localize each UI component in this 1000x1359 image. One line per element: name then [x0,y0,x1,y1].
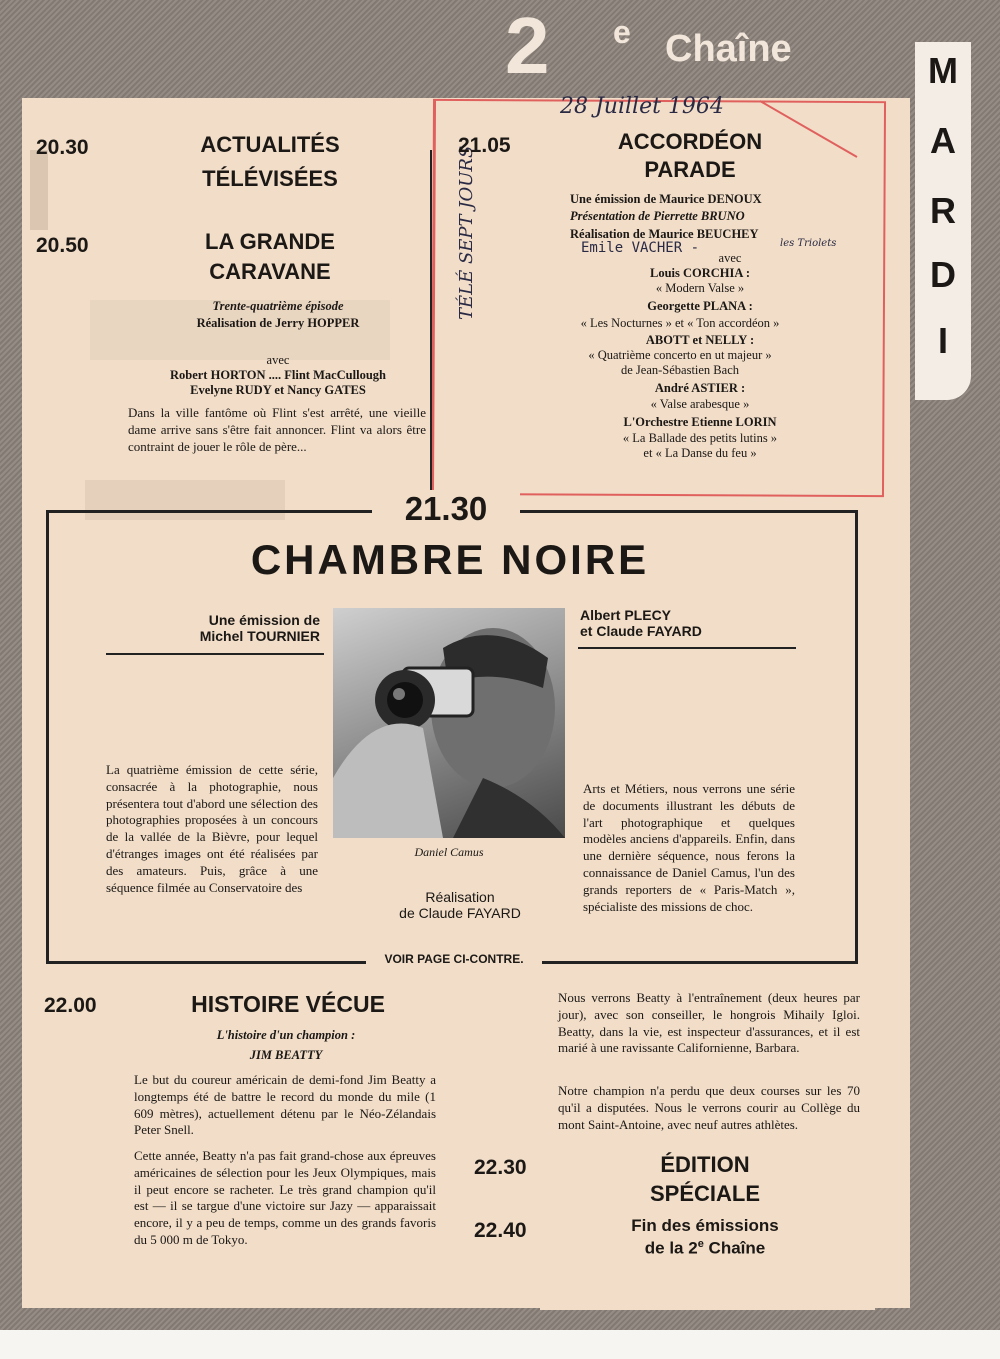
time-2230: 22.30 [474,1156,527,1179]
chambre-noire-title: CHAMBRE NOIRE [250,536,650,583]
text-2200-2: Cette année, Beatty n'a pas fait grand-chose aux épreuves américaines de sélection pour les Jeux Olympiques, mais il peut encore se racheter. Le très grand champion qu'il est — il se targue d'une victoire sur Jazy — apparaissait encore, il y a peu de temps, comme un des grands favoris du 5 000 m de Tokyo. [134,1148,436,1247]
day-letter: I [937,320,948,361]
credit-2105-13: « Valse arabesque » [650,397,750,411]
title-2240-sup: e [697,1238,704,1250]
sub-2200-2: JIM BEATTY [249,1048,323,1062]
channel-header [505,1,905,90]
time-2105: 21.05 [458,134,511,157]
day-letter: D [930,254,956,295]
channel-number: 2 [505,1,550,90]
left-credit-1: Une émission de [208,612,320,628]
handwritten-date: 28 Juillet 1964 [560,94,724,119]
show-through-block [30,150,48,230]
text-2200-4: Notre champion n'a perdu que deux courses sur les 70 qu'il a disputées. Nous le verrons courir au Collège du mont Saint-Antoine, avec neuf autres athlètes. [558,1083,860,1132]
title-2240-line2 [600,1238,810,1259]
channel-superscript: e [613,14,631,50]
day-letter: R [930,190,956,231]
credit-2105-8: « Les Nocturnes » et « Ton accordéon » [580,316,780,330]
title-2105-line2: PARADE [644,157,736,182]
credit-2105-3: Réalisation de Maurice BEUCHEY [570,227,759,241]
credit-2105-4: avec [718,251,742,265]
handwritten-source: TÉLÉ SEPT JOURS [456,145,477,320]
title-2030-line1: ACTUALITÉS [200,132,340,157]
photo-caption: Daniel Camus [414,845,484,859]
credit-2105-16: et « La Danse du feu » [643,446,757,460]
time-2030: 20.30 [36,136,89,159]
title-2200: HISTOIRE VÉCUE [191,991,385,1017]
cast-line-2: Evelyne RUDY et Nancy GATES [190,383,366,397]
handwritten-note: les Triolets [780,238,837,249]
credit-2105-14: L'Orchestre Etienne LORIN [623,415,777,429]
title-2240-part-b: Chaîne [703,1238,766,1258]
photo-daniel-camus [333,608,565,838]
credit-2105-12: André ASTIER : [654,381,746,395]
direction-2050: Réalisation de Jerry HOPPER [196,316,360,330]
title-2240-line1: Fin des émissions [631,1216,779,1235]
time-2240: 22.40 [474,1219,527,1242]
synopsis-2050: Dans la ville fantôme où Flint s'est arrêté, une vieille dame arrive sans s'être fait annoncer. Flint va alors être contraint de jouer le rôle de père... [128,405,426,454]
title-2105-line1: ACCORDÉON [617,129,763,154]
cast-line-1: Robert HORTON .... Flint MacCullough [169,368,386,382]
chambre-right-text: Arts et Métiers, nous verrons une série de documents illustrant les débuts de l'art photographique et quelques modèles anciens d'appareils. Enfin, dans une dernière séquence, nous ferons la connaissance de Daniel Camus, l'un des grands reporters de « Paris-Match », spécialiste des missions de choc. [583,781,795,914]
realisation-1: Réalisation [425,889,495,905]
title-2230-line1: ÉDITION [660,1152,750,1177]
avec-2050: avec [266,353,290,367]
sub-2200-1: L'histoire d'un champion : [216,1028,356,1042]
day-tab [915,42,971,400]
note-vertical-line [430,150,432,490]
title-2230-line2: SPÉCIALE [649,1181,761,1206]
episode: Trente-quatrième épisode [212,299,344,313]
credit-2105-5: Louis CORCHIA : [649,266,751,280]
handwritten-name: Emile VACHER - [581,240,700,256]
text-2200-1: Le but du coureur américain de demi-fond Jim Beatty a longtemps été de battre le record du monde du mile (1 609 mètres), actuellement détenu par le Néo-Zélandais Peter Snell. [134,1072,436,1138]
credit-2105-15: « La Ballade des petits lutins » [622,431,778,445]
credit-2105-2: Présentation de Pierrette BRUNO [570,209,745,223]
left-credit-2: Michel TOURNIER [199,628,320,644]
channel-word: Chaîne [665,28,792,70]
title-2030-line2: TÉLÉVISÉES [202,166,338,191]
time-2200: 22.00 [44,994,97,1017]
credit-2105-1: Une émission de Maurice DENOUX [570,192,762,206]
realisation-2: de Claude FAYARD [399,905,521,921]
title-2240-part-a: de la 2 [644,1238,698,1258]
title-2050-line1: LA GRANDE [205,229,335,254]
time-2050: 20.50 [36,234,89,257]
left-credit-rule [106,653,324,655]
title-2050-line2: CARAVANE [209,259,331,284]
photo-illustration [333,608,565,838]
right-credit-1: Albert PLECY [580,607,672,623]
white-margin [0,1330,1000,1359]
day-letter: M [928,50,958,91]
right-credit-2: et Claude FAYARD [580,623,702,639]
chambre-left-text: La quatrième émission de cette série, consacrée à la photographie, nous présentera tout d'abord une sélection des photographies proposées à un concours de la vallée de la Bièvre, pour lequel d'étranges images ont été réalisées par des amateurs. Puis, grâce à une séquence filmée au Conservatoire des [106,762,318,895]
voir-page: VOIR PAGE CI-CONTRE. [384,952,524,966]
credit-2105-9: ABOTT et NELLY : [645,333,755,347]
right-credit-rule [578,647,796,649]
day-letter: A [930,120,956,161]
credit-2105-10: « Quatrième concerto en ut majeur » [588,348,772,362]
credit-2105-6: « Modern Valse » [655,281,745,295]
text-2200-3: Nous verrons Beatty à l'entraînement (deux heures par jour), avec son conseiller, le hongrois Mihaily Igloi. Beatty, dans la vie, est inspecteur d'assurances, et il est marié à une ravissante Californienne, Barbara. [558,990,860,1056]
time-2130: 21.30 [404,490,488,527]
credit-2105-11: de Jean-Sébastien Bach [620,363,739,377]
credit-2105-7: Georgette PLANA : [647,299,753,313]
